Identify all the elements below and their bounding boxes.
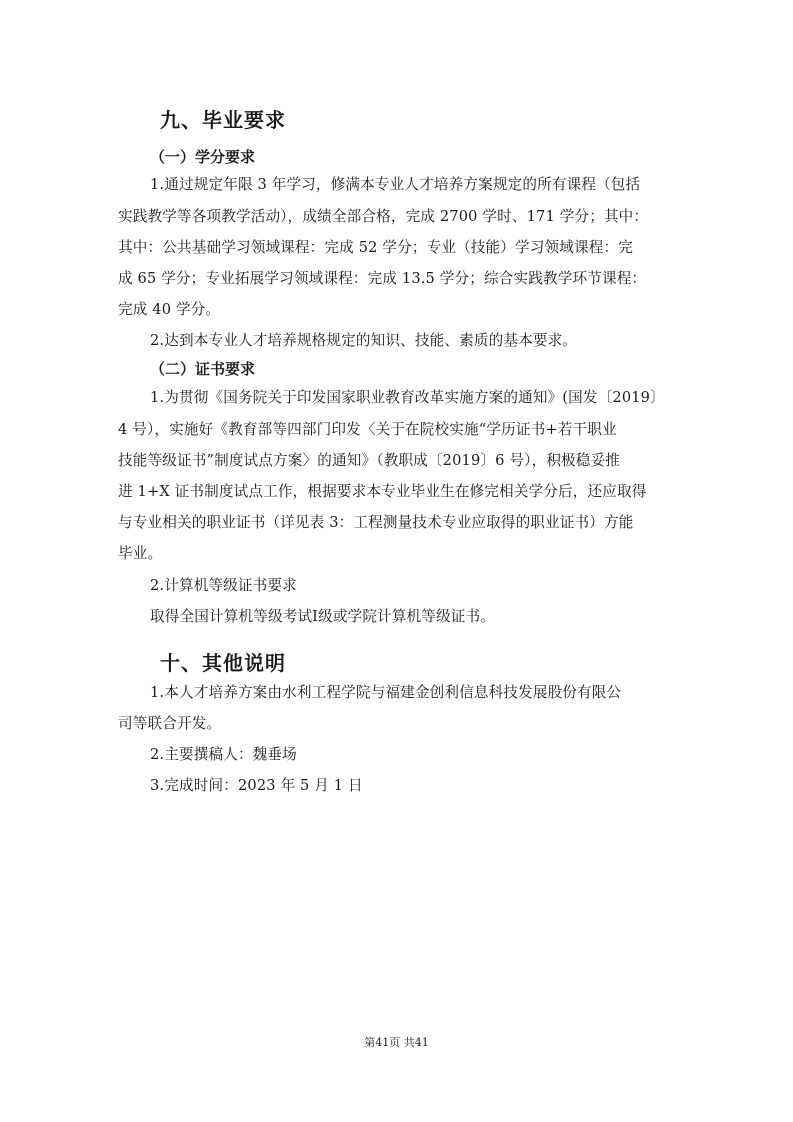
subsection-certificate-heading: （二）证书要求 (150, 360, 256, 378)
text-line: 其中：公共基础学习领域课程：完成 52 学分；专业（技能）学习领域课程：完 (118, 239, 633, 256)
section-10-heading: 十、其他说明 (160, 651, 286, 675)
text-line: 技能等级证书”制度试点方案〉的通知》（教职成〔2019〕6 号），积极稳妥推 (118, 452, 621, 469)
subsection-credit-heading: （一）学分要求 (150, 148, 256, 166)
text-line: 1.为贯彻《国务院关于印发国家职业教育改革实施方案的通知》(国发〔2019〕 (150, 389, 665, 406)
computer-certificate-heading: 2.计算机等级证书要求 (150, 577, 297, 594)
text-line: 完成 40 学分。 (118, 301, 221, 318)
completion-date-line: 3.完成时间：2023 年 5 月 1 日 (150, 777, 363, 794)
text-line: 与专业相关的职业证书（详见表 3：工程测量技术专业应取得的职业证书）方能 (118, 514, 634, 531)
credit-requirement-paragraph-2: 2.达到本专业人才培养规格规定的知识、技能、素质的基本要求。 (150, 332, 578, 349)
section-9-heading: 九、毕业要求 (160, 108, 286, 132)
text-line: 毕业。 (118, 545, 163, 562)
text-line: 1.通过规定年限 3 年学习，修满本专业人才培养方案规定的所有课程（包括 (150, 176, 641, 193)
text-line: 司等联合开发。 (118, 715, 222, 732)
text-line: 实践教学等各项教学活动），成绩全部合格，完成 2700 学时、171 学分；其中： (118, 208, 649, 225)
text-line: 4 号），实施好《教育部等四部门印发〈关于在院校实施“学历证书+若干职业 (118, 421, 617, 438)
computer-certificate-text: 取得全国计算机等级考试Ⅰ级或学院计算机等级证书。 (150, 608, 496, 625)
text-line: 成 65 学分；专业拓展学习领域课程：完成 13.5 学分；综合实践教学环节课程： (118, 270, 647, 287)
page-number-footer: 第41页 共41 (364, 1036, 429, 1049)
text-line: 1.本人才培养方案由水利工程学院与福建金创利信息科技发展股份有限公 (150, 684, 622, 701)
text-line: 进 1+X 证书制度试点工作，根据要求本专业毕业生在修完相关学分后，还应取得 (118, 483, 647, 500)
author-line: 2.主要撰稿人：魏垂场 (150, 746, 297, 763)
